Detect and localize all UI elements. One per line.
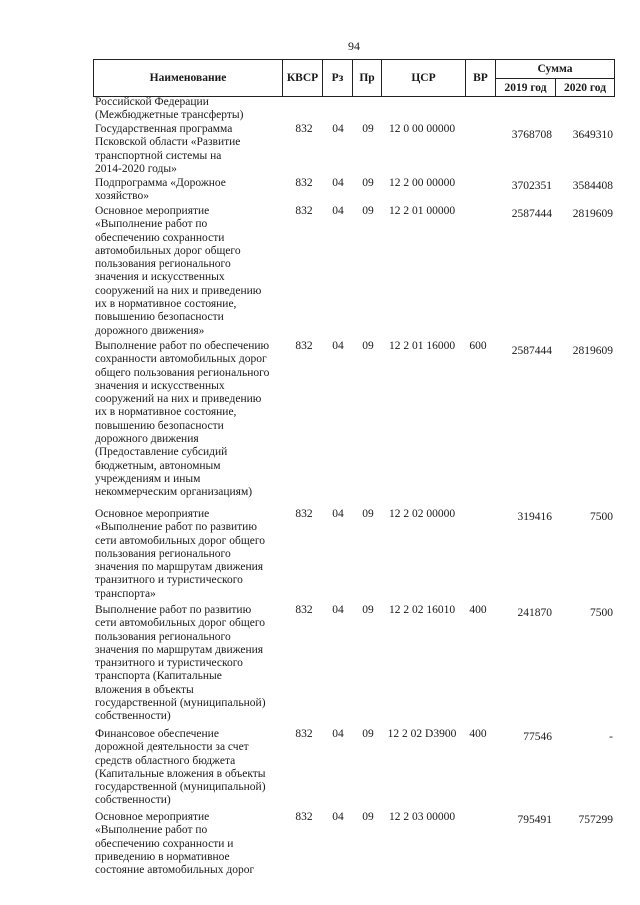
row-vr: 400	[469, 728, 487, 740]
row-sum-2020: 2819609	[572, 208, 613, 220]
row-csr: 12 2 02 16010	[388, 604, 456, 616]
row-sum-2019: 2587444	[511, 208, 552, 220]
row-name: Основное мероприятие «Выполнение работ по обеспечению сохранности и приведению в нормативное состояние автомобильных дорог	[95, 811, 255, 877]
row-sum-2019: 319416	[517, 511, 552, 523]
row-kvsr: 832	[295, 604, 313, 616]
row-name: Основное мероприятие «Выполнение работ по обеспечению сохранности автомобильных дорог общего пользования регионального значения и искусственных сооружений на них и приведению их в нормативное состояние, повышению безопасности дорожного движения»	[95, 205, 262, 337]
table-header	[93, 59, 615, 97]
row-rz: 04	[332, 177, 344, 189]
row-name: Подпрограмма «Дорожное хозяйство»	[95, 177, 226, 203]
row-csr: 12 2 02 D3900	[387, 728, 457, 740]
row-rz: 04	[332, 728, 344, 740]
header-pr: Пр	[353, 60, 382, 96]
row-sum-2019: 2587444	[511, 345, 552, 357]
row-name: Выполнение работ по развитию сети автомобильных дорог общего пользования регионального значения по маршрутам движения транзитного и туристического транспорта (Капитальные вложения в объекты государственной (муниципальной) собственности)	[95, 604, 266, 723]
header-sum-group	[496, 60, 614, 96]
row-sum-2020: 7500	[590, 607, 613, 619]
row-name: Российской Федерации (Межбюджетные трансферты)	[95, 96, 244, 122]
header-year-2019: 2019 год	[496, 79, 556, 96]
row-pr: 09	[362, 123, 374, 135]
row-name: Основное мероприятие «Выполнение работ по развитию сети автомобильных дорог общего пользования регионального значения по маршрутам движения транзитного и туристического транспорта»	[95, 508, 266, 600]
header-csr: ЦСР	[382, 60, 466, 96]
row-rz: 04	[332, 340, 344, 352]
row-pr: 09	[362, 728, 374, 740]
row-csr: 12 0 00 00000	[388, 123, 456, 135]
row-sum-2020: 3649310	[572, 129, 613, 141]
header-sum: Сумма	[496, 60, 614, 79]
row-pr: 09	[362, 205, 374, 217]
row-sum-2020: 7500	[590, 511, 613, 523]
row-sum-2020: -	[609, 731, 613, 743]
row-pr: 09	[362, 508, 374, 520]
row-rz: 04	[332, 205, 344, 217]
row-vr: 600	[469, 340, 487, 352]
row-kvsr: 832	[295, 205, 313, 217]
header-vr: ВР	[466, 60, 496, 96]
row-sum-2020: 2819609	[572, 345, 613, 357]
row-vr: 400	[469, 604, 487, 616]
page-number: 94	[348, 39, 360, 53]
row-rz: 04	[332, 123, 344, 135]
header-kvsr: КВСР	[283, 60, 323, 96]
row-rz: 04	[332, 604, 344, 616]
row-rz: 04	[332, 508, 344, 520]
row-sum-2019: 3702351	[511, 180, 552, 192]
row-kvsr: 832	[295, 508, 313, 520]
row-rz: 04	[332, 811, 344, 823]
row-csr: 12 2 02 00000	[388, 508, 456, 520]
row-csr: 12 2 00 00000	[388, 177, 456, 189]
row-sum-2019: 77546	[523, 731, 552, 743]
row-sum-2019: 795491	[517, 814, 552, 826]
row-pr: 09	[362, 811, 374, 823]
row-pr: 09	[362, 340, 374, 352]
row-kvsr: 832	[295, 340, 313, 352]
row-pr: 09	[362, 604, 374, 616]
header-rz: Рз	[323, 60, 353, 96]
header-year-2020: 2020 год	[563, 81, 607, 94]
row-csr: 12 2 01 16000	[388, 340, 456, 352]
row-name: Выполнение работ по обеспечению сохранности автомобильных дорог общего пользования регионального значения и искусственных сооружений на них и приведению их в нормативное состояние, повышению безопасности дорожного движения (Предоставление субсидий бюджетным, автономным учреждениям и иным некоммерческим организациям)	[95, 340, 270, 499]
row-name: Финансовое обеспечение дорожной деятельности за счет средств областного бюджета (Капитальные вложения в объекты государственной (муниципальной) собственности)	[95, 728, 266, 807]
row-sum-2019: 241870	[517, 607, 552, 619]
row-sum-2020: 757299	[578, 814, 613, 826]
row-sum-2019: 3768708	[511, 129, 552, 141]
row-pr: 09	[362, 177, 374, 189]
row-csr: 12 2 01 00000	[388, 205, 456, 217]
row-kvsr: 832	[295, 123, 313, 135]
row-kvsr: 832	[295, 811, 313, 823]
header-name: Наименование	[94, 60, 283, 96]
row-kvsr: 832	[295, 177, 313, 189]
row-csr: 12 2 03 00000	[388, 811, 456, 823]
row-sum-2020: 3584408	[572, 180, 613, 192]
row-name: Государственная программа Псковской области «Развитие транспортной системы на 2014-2020 годы»	[95, 123, 241, 175]
row-kvsr: 832	[295, 728, 313, 740]
